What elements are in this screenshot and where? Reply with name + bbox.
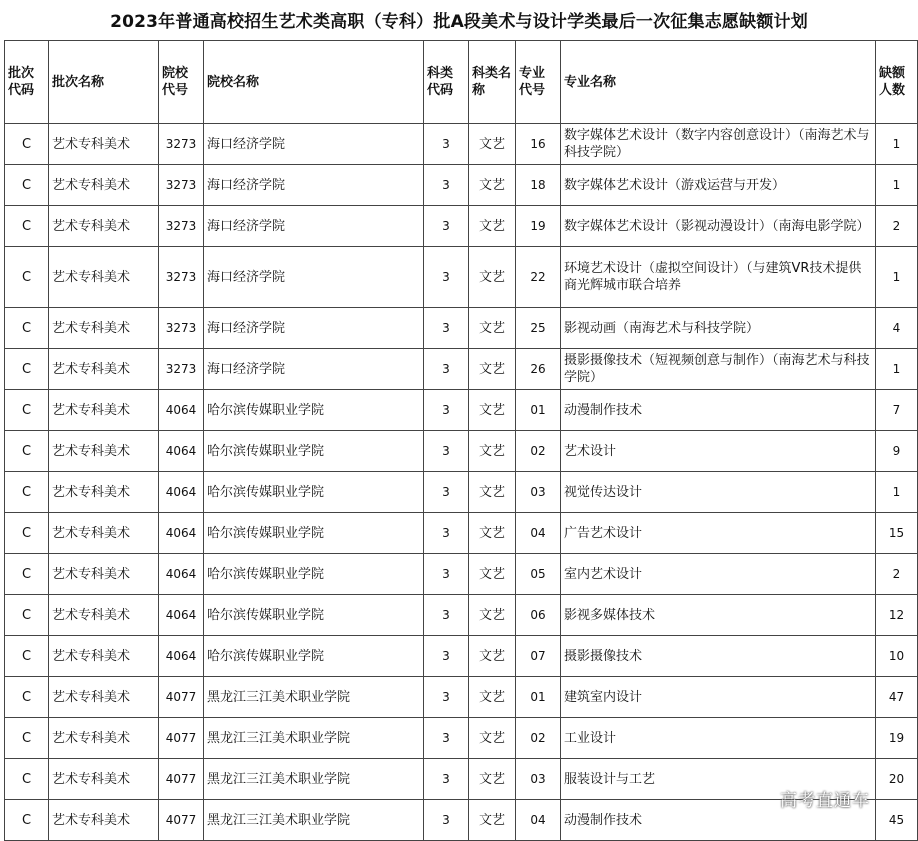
cell-major-name: 建筑室内设计: [561, 677, 876, 718]
cell-major-code: 03: [516, 472, 561, 513]
cell-school-code: 3273: [159, 349, 204, 390]
cell-batch-code: C: [5, 595, 49, 636]
cell-batch-name: 艺术专科美术: [49, 554, 159, 595]
cell-major-name: 视觉传达设计: [561, 472, 876, 513]
cell-vacancies: 1: [876, 124, 918, 165]
cell-vacancies: 2: [876, 206, 918, 247]
header-batch-name: 批次名称: [49, 41, 159, 124]
header-row: [5, 41, 918, 124]
cell-vacancies: 12: [876, 595, 918, 636]
table-row: [5, 390, 918, 431]
header-vacancies: 缺额人数: [876, 41, 918, 124]
vacancy-table: [4, 40, 918, 841]
cell-school-code: 4064: [159, 513, 204, 554]
cell-vacancies: 2: [876, 554, 918, 595]
cell-major-name: 动漫制作技术: [561, 800, 876, 841]
cell-subject-code: 3: [424, 247, 469, 308]
page-title: 2023年普通高校招生艺术类高职（专科）批A段美术与设计学类最后一次征集志愿缺额计划: [110, 11, 808, 32]
cell-vacancies: 10: [876, 636, 918, 677]
cell-batch-code: C: [5, 247, 49, 308]
cell-batch-code: C: [5, 513, 49, 554]
header-school-code: 院校代号: [159, 41, 204, 124]
cell-batch-name: 艺术专科美术: [49, 390, 159, 431]
cell-batch-name: 艺术专科美术: [49, 431, 159, 472]
cell-school-code: 3273: [159, 206, 204, 247]
cell-subject-name: 文艺: [469, 431, 516, 472]
cell-batch-name: 艺术专科美术: [49, 759, 159, 800]
cell-school-code: 3273: [159, 165, 204, 206]
cell-batch-name: 艺术专科美术: [49, 718, 159, 759]
header-batch-code: 批次代码: [5, 41, 49, 124]
cell-school-code: 4077: [159, 718, 204, 759]
cell-school-name: 海口经济学院: [204, 247, 424, 308]
header-major-name: 专业名称: [561, 41, 876, 124]
cell-school-code: 4077: [159, 759, 204, 800]
cell-batch-name: 艺术专科美术: [49, 513, 159, 554]
cell-subject-name: 文艺: [469, 247, 516, 308]
cell-subject-name: 文艺: [469, 759, 516, 800]
cell-subject-code: 3: [424, 677, 469, 718]
cell-school-name: 海口经济学院: [204, 124, 424, 165]
cell-major-code: 26: [516, 349, 561, 390]
cell-subject-name: 文艺: [469, 124, 516, 165]
cell-vacancies: 1: [876, 349, 918, 390]
cell-school-name: 哈尔滨传媒职业学院: [204, 636, 424, 677]
table-row: [5, 554, 918, 595]
cell-vacancies: 4: [876, 308, 918, 349]
cell-school-code: 4064: [159, 390, 204, 431]
cell-batch-code: C: [5, 636, 49, 677]
cell-major-code: 25: [516, 308, 561, 349]
cell-school-name: 哈尔滨传媒职业学院: [204, 390, 424, 431]
cell-subject-name: 文艺: [469, 165, 516, 206]
cell-batch-name: 艺术专科美术: [49, 165, 159, 206]
cell-subject-name: 文艺: [469, 677, 516, 718]
cell-batch-code: C: [5, 165, 49, 206]
cell-major-code: 16: [516, 124, 561, 165]
cell-major-name: 动漫制作技术: [561, 390, 876, 431]
cell-school-name: 黑龙江三江美术职业学院: [204, 759, 424, 800]
table-row: [5, 513, 918, 554]
cell-school-code: 3273: [159, 308, 204, 349]
cell-batch-name: 艺术专科美术: [49, 124, 159, 165]
cell-subject-code: 3: [424, 390, 469, 431]
cell-subject-code: 3: [424, 636, 469, 677]
header-major-code: 专业代号: [516, 41, 561, 124]
header-subject-name: 科类名称: [469, 41, 516, 124]
cell-major-code: 22: [516, 247, 561, 308]
cell-subject-name: 文艺: [469, 390, 516, 431]
cell-vacancies: 7: [876, 390, 918, 431]
cell-batch-code: C: [5, 124, 49, 165]
cell-batch-code: C: [5, 677, 49, 718]
cell-major-code: 07: [516, 636, 561, 677]
cell-school-name: 哈尔滨传媒职业学院: [204, 554, 424, 595]
cell-major-name: 艺术设计: [561, 431, 876, 472]
cell-major-code: 06: [516, 595, 561, 636]
cell-subject-code: 3: [424, 165, 469, 206]
cell-school-code: 4077: [159, 677, 204, 718]
cell-subject-name: 文艺: [469, 206, 516, 247]
cell-major-name: 摄影摄像技术（短视频创意与制作）（南海艺术与科技学院）: [561, 349, 876, 390]
cell-major-name: 室内艺术设计: [561, 554, 876, 595]
cell-school-name: 海口经济学院: [204, 308, 424, 349]
cell-subject-code: 3: [424, 206, 469, 247]
cell-batch-name: 艺术专科美术: [49, 472, 159, 513]
cell-school-code: 4064: [159, 636, 204, 677]
cell-major-code: 03: [516, 759, 561, 800]
cell-batch-name: 艺术专科美术: [49, 308, 159, 349]
cell-school-code: 4077: [159, 800, 204, 841]
table-row: [5, 595, 918, 636]
cell-school-name: 海口经济学院: [204, 349, 424, 390]
cell-batch-code: C: [5, 759, 49, 800]
cell-school-name: 黑龙江三江美术职业学院: [204, 677, 424, 718]
cell-school-name: 黑龙江三江美术职业学院: [204, 800, 424, 841]
cell-major-code: 04: [516, 800, 561, 841]
cell-subject-name: 文艺: [469, 636, 516, 677]
cell-vacancies: 1: [876, 247, 918, 308]
table-row: [5, 349, 918, 390]
cell-subject-code: 3: [424, 513, 469, 554]
cell-school-name: 海口经济学院: [204, 165, 424, 206]
cell-subject-name: 文艺: [469, 349, 516, 390]
table-row: [5, 124, 918, 165]
cell-vacancies: 1: [876, 472, 918, 513]
cell-batch-name: 艺术专科美术: [49, 677, 159, 718]
header-subject-code: 科类代码: [424, 41, 469, 124]
cell-subject-name: 文艺: [469, 800, 516, 841]
cell-vacancies: 19: [876, 718, 918, 759]
cell-vacancies: 15: [876, 513, 918, 554]
table-row: [5, 165, 918, 206]
cell-subject-code: 3: [424, 349, 469, 390]
cell-subject-name: 文艺: [469, 308, 516, 349]
table-row: [5, 206, 918, 247]
cell-school-code: 4064: [159, 431, 204, 472]
cell-vacancies: 20: [876, 759, 918, 800]
table-row: [5, 636, 918, 677]
cell-subject-code: 3: [424, 759, 469, 800]
cell-major-name: 摄影摄像技术: [561, 636, 876, 677]
cell-school-name: 哈尔滨传媒职业学院: [204, 513, 424, 554]
cell-batch-code: C: [5, 554, 49, 595]
cell-batch-code: C: [5, 206, 49, 247]
cell-school-name: 哈尔滨传媒职业学院: [204, 472, 424, 513]
cell-subject-code: 3: [424, 472, 469, 513]
cell-school-name: 哈尔滨传媒职业学院: [204, 431, 424, 472]
cell-vacancies: 1: [876, 165, 918, 206]
cell-school-code: 4064: [159, 472, 204, 513]
cell-batch-name: 艺术专科美术: [49, 800, 159, 841]
cell-major-name: 数字媒体艺术设计（游戏运营与开发）: [561, 165, 876, 206]
cell-major-code: 02: [516, 718, 561, 759]
cell-school-name: 哈尔滨传媒职业学院: [204, 595, 424, 636]
cell-vacancies: 45: [876, 800, 918, 841]
cell-batch-name: 艺术专科美术: [49, 349, 159, 390]
cell-batch-code: C: [5, 349, 49, 390]
cell-major-code: 05: [516, 554, 561, 595]
table-row: [5, 718, 918, 759]
cell-major-name: 数字媒体艺术设计（数字内容创意设计）（南海艺术与科技学院）: [561, 124, 876, 165]
cell-school-name: 黑龙江三江美术职业学院: [204, 718, 424, 759]
cell-major-code: 01: [516, 390, 561, 431]
cell-batch-name: 艺术专科美术: [49, 247, 159, 308]
cell-school-code: 3273: [159, 124, 204, 165]
cell-subject-code: 3: [424, 124, 469, 165]
table-row: [5, 247, 918, 308]
cell-batch-name: 艺术专科美术: [49, 206, 159, 247]
cell-subject-code: 3: [424, 800, 469, 841]
cell-batch-code: C: [5, 800, 49, 841]
table-row: [5, 472, 918, 513]
cell-subject-name: 文艺: [469, 718, 516, 759]
cell-subject-name: 文艺: [469, 554, 516, 595]
cell-subject-code: 3: [424, 595, 469, 636]
cell-major-name: 工业设计: [561, 718, 876, 759]
cell-subject-name: 文艺: [469, 472, 516, 513]
cell-batch-code: C: [5, 390, 49, 431]
table-row: [5, 431, 918, 472]
cell-batch-name: 艺术专科美术: [49, 636, 159, 677]
cell-subject-code: 3: [424, 431, 469, 472]
cell-major-name: 环境艺术设计（虚拟空间设计）（与建筑VR技术提供商光辉城市联合培养: [561, 247, 876, 308]
cell-major-name: 影视多媒体技术: [561, 595, 876, 636]
cell-batch-code: C: [5, 431, 49, 472]
cell-school-code: 4064: [159, 595, 204, 636]
cell-major-name: 数字媒体艺术设计（影视动漫设计）（南海电影学院）: [561, 206, 876, 247]
cell-major-code: 18: [516, 165, 561, 206]
cell-subject-code: 3: [424, 308, 469, 349]
cell-subject-code: 3: [424, 718, 469, 759]
cell-batch-code: C: [5, 308, 49, 349]
cell-subject-code: 3: [424, 554, 469, 595]
cell-major-code: 01: [516, 677, 561, 718]
table-row: [5, 677, 918, 718]
cell-batch-code: C: [5, 472, 49, 513]
cell-subject-name: 文艺: [469, 595, 516, 636]
cell-school-code: 3273: [159, 247, 204, 308]
cell-vacancies: 47: [876, 677, 918, 718]
cell-vacancies: 9: [876, 431, 918, 472]
cell-batch-code: C: [5, 718, 49, 759]
watermark-text: 高考直通车: [780, 791, 870, 811]
table-row: [5, 308, 918, 349]
cell-major-code: 02: [516, 431, 561, 472]
cell-major-name: 服装设计与工艺: [561, 759, 876, 800]
cell-major-code: 19: [516, 206, 561, 247]
cell-school-name: 海口经济学院: [204, 206, 424, 247]
header-school-name: 院校名称: [204, 41, 424, 124]
cell-school-code: 4064: [159, 554, 204, 595]
cell-major-code: 04: [516, 513, 561, 554]
cell-batch-name: 艺术专科美术: [49, 595, 159, 636]
cell-subject-name: 文艺: [469, 513, 516, 554]
cell-major-name: 影视动画（南海艺术与科技学院）: [561, 308, 876, 349]
cell-major-name: 广告艺术设计: [561, 513, 876, 554]
